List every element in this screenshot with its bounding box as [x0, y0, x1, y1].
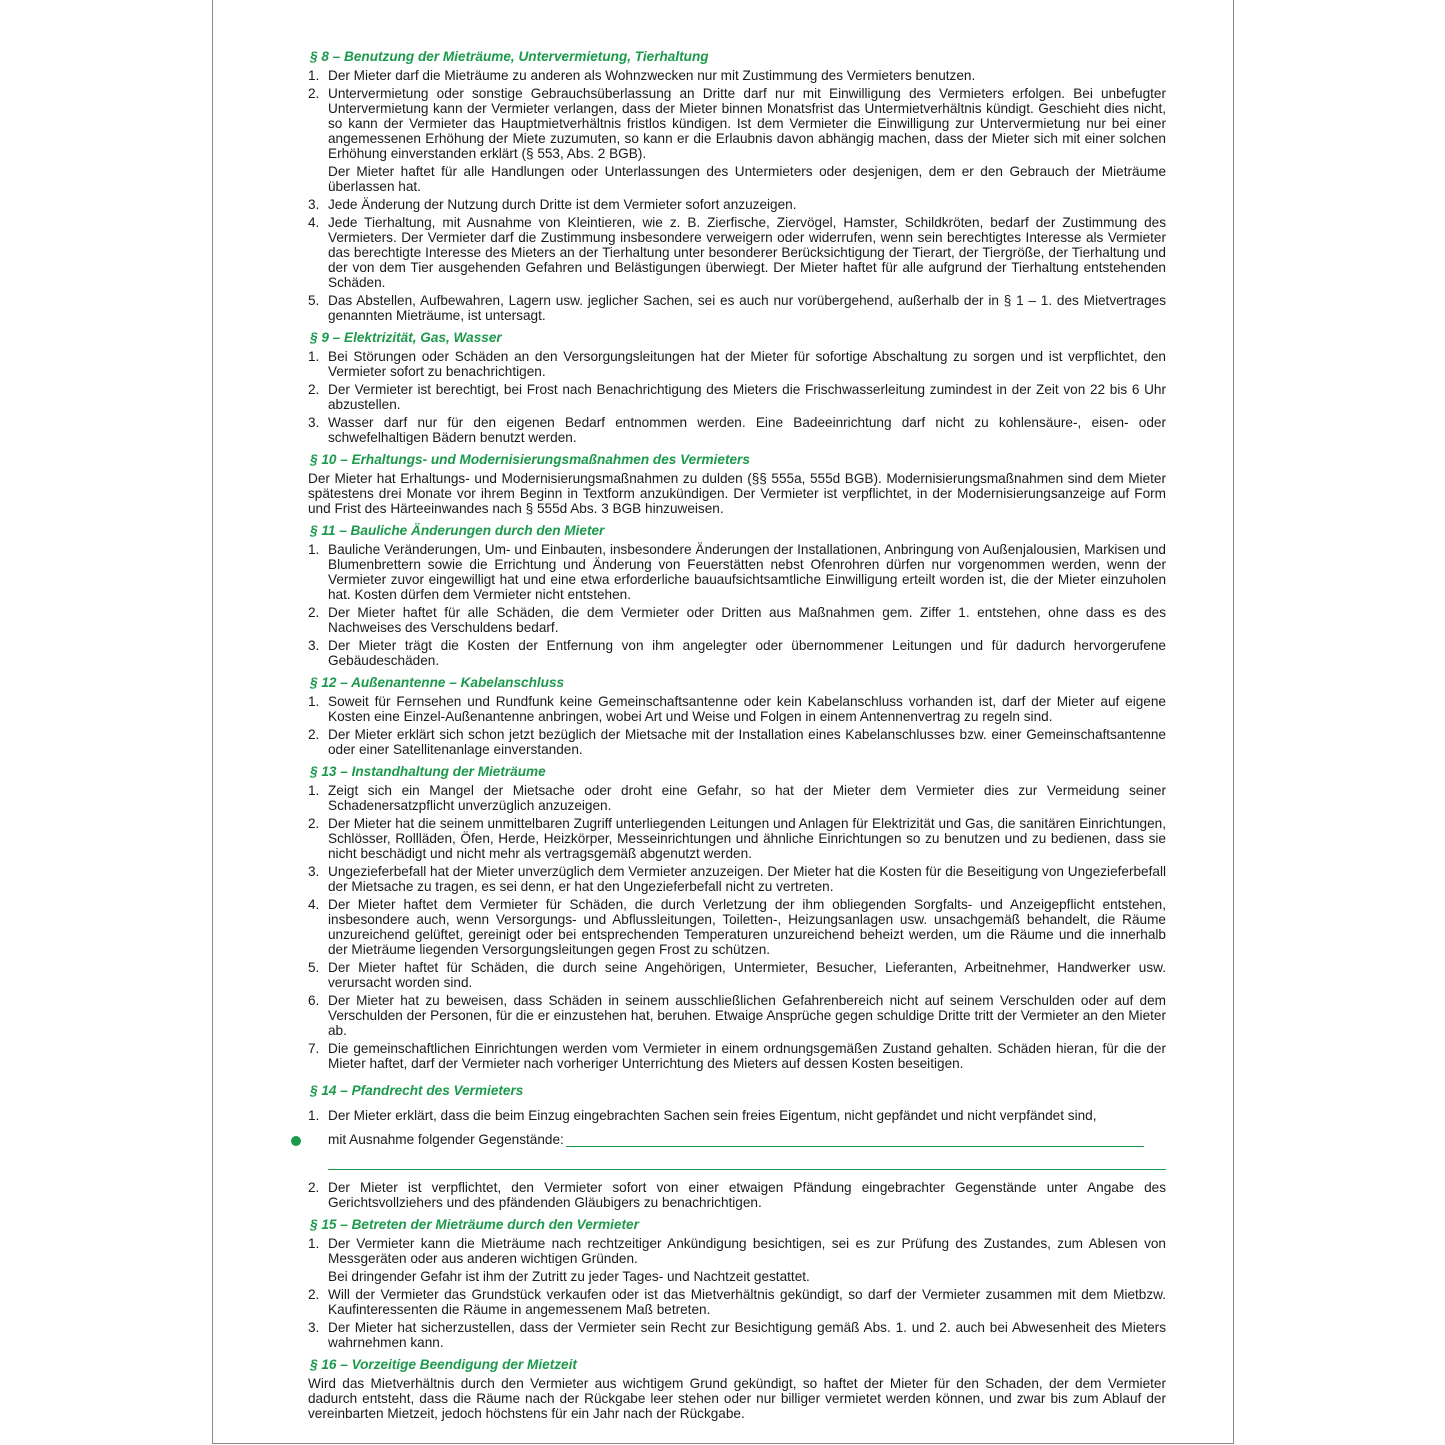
- list-item: 2. Der Mieter hat die seinem unmittelbaren Zugriff unterliegenden Leitungen und Anlagen für Elektrizität und Gas, die sanitären Einrichtungen, Schlösser, Rollläden, Öfen, Herde, Heizkörper, Messeinrichtungen und ähnliche Einrichtungen so zu benutzen und zu bedienen, dass sie nicht beschädigt und nicht mehr als vertragsgemäß abgenutzt werden.: [308, 816, 1166, 861]
- section-heading: § 16 – Vorzeitige Beendigung der Mietzeit: [310, 1357, 577, 1372]
- list-item: 1. Bauliche Veränderungen, Um- und Einbauten, insbesondere Änderungen der Installationen, Anbringung von Außenjalousien, Markisen und Blumenbrettern sowie die Errichtung und Änderung von Feuerstätten nebst Ofenrohren dürfen nur vorgenommen werden, wenn der Vermieter zuvor eingewilligt hat und eine etwa erforderliche bauaufsichtsamtliche Einwilligung erteilt worden ist, die der Mieter einzuholen hat. Kosten dürfen dem Vermieter nicht entstehen.: [308, 542, 1166, 602]
- list-item: 3. Der Mieter hat sicherzustellen, dass der Vermieter sein Recht zur Besichtigung gemäß Abs. 1. und 2. auch bei Abwesenheit des Mieters wahrnehmen kann.: [308, 1320, 1166, 1350]
- list-item: 3. Jede Änderung der Nutzung durch Dritte ist dem Vermieter sofort anzuzeigen.: [308, 197, 797, 212]
- section-heading: § 11 – Bauliche Änderungen durch den Mieter: [310, 523, 605, 538]
- list-item: 3. Ungezieferbefall hat der Mieter unverzüglich dem Vermieter anzuzeigen. Der Mieter hat die Kosten für die Beseitigung von Ungezieferbefall der Mietsache zu tragen, es sei denn, er hat den Ungezieferbefall nicht zu vertreten.: [308, 864, 1166, 894]
- section-heading: § 13 – Instandhaltung der Mieträume: [310, 764, 546, 779]
- list-item: 3. Der Mieter trägt die Kosten der Entfernung von ihm angelegter oder übernommener Leitungen und für dadurch hervorgerufene Gebäudeschäden.: [308, 638, 1166, 668]
- section-14: [308, 1083, 1166, 1210]
- section-15: [308, 1217, 1166, 1350]
- exceptions-field[interactable]: [328, 1132, 1166, 1147]
- section-9: [308, 330, 1166, 445]
- section-heading: § 14 – Pfandrecht des Vermieters: [310, 1083, 524, 1098]
- required-marker-icon: [291, 1136, 301, 1146]
- list-item: 2. Der Mieter ist verpflichtet, den Vermieter sofort von einer etwaigen Pfändung eingebrachter Gegenstände unter Angabe des Gerichtsvollziehers und des pfändenden Gläubigers zu benachrichtigen.: [308, 1180, 1166, 1210]
- list-item: 4. Der Mieter haftet dem Vermieter für Schäden, die durch Verletzung der ihm obliegenden Sorgfalts- und Anzeigepflicht entstehen, insbesondere auch, wenn Versorgungs- und Abflussleitungen, Toiletten-, Heizungsanlagen usw. unsachgemäß behandelt, die Räume unzureichend gelüftet, gereinigt oder bei entsprechenden Temperaturen unzureichend beheizt werden, um die Räume und die innerhalb der Mieträume liegenden Versorgungsleitungen gegen Frost zu schützen.: [308, 897, 1166, 957]
- list-item: 2. Der Vermieter ist berechtigt, bei Frost nach Benachrichtigung des Mieters die Frischwasserleitung zumindest in der Zeit von 22 bis 6 Uhr abzustellen.: [308, 382, 1166, 412]
- exceptions-input-line[interactable]: [566, 1134, 1144, 1147]
- list-item: 1. Der Mieter erklärt, dass die beim Einzug eingebrachten Sachen sein freies Eigentum, nicht gepfändet und nicht verpfändet sind, mit Ausnahme folgender Gegenstände:: [308, 1108, 1166, 1147]
- list-item: 5. Das Abstellen, Aufbewahren, Lagern usw. jeglicher Sachen, sei es auch nur vorübergehend, außerhalb der in § 1 – 1. des Mietvertrages genannten Mieträume, ist untersagt.: [308, 293, 1166, 323]
- list-item: 5. Der Mieter haftet für Schäden, die durch seine Angehörigen, Untermieter, Besucher, Lieferanten, Arbeitnehmer, Handwerker usw. verursacht worden sind.: [308, 960, 1166, 990]
- list-item: 1. Bei Störungen oder Schäden an den Versorgungsleitungen hat der Mieter für sofortige Abschaltung zu sorgen und ist verpflichtet, den Vermieter sofort zu benachrichtigen.: [308, 349, 1166, 379]
- section-8: [308, 49, 1166, 323]
- exceptions-input-line-2[interactable]: [328, 1169, 1166, 1170]
- section-heading: § 9 – Elektrizität, Gas, Wasser: [310, 330, 502, 345]
- section-heading: § 10 – Erhaltungs- und Modernisierungsmaßnahmen des Vermieters: [310, 452, 750, 467]
- contract-text: [308, 49, 1166, 1428]
- list-item: 1. Zeigt sich ein Mangel der Mietsache oder droht eine Gefahr, so hat der Mieter dem Vermieter dies zur Vermeidung seiner Schadenersatzpflicht unverzüglich anzuzeigen.: [308, 783, 1166, 813]
- section-heading: § 15 – Betreten der Mieträume durch den Vermieter: [310, 1217, 639, 1232]
- list-item: 2. Der Mieter erklärt sich schon jetzt bezüglich der Mietsache mit der Installation eines Kabelanschlusses bzw. einer Gemeinschaftsantenne oder einer Satellitenanlage einverstanden.: [308, 727, 1166, 757]
- exceptions-label: mit Ausnahme folgender Gegenstände:: [328, 1132, 564, 1147]
- list-item: 4. Jede Tierhaltung, mit Ausnahme von Kleintieren, wie z. B. Zierfische, Ziervögel, Hamster, Schildkröten, bedarf der Zustimmung des Vermieters. Der Vermieter darf die Zustimmung insbesondere verweigern oder widerrufen, wenn sein berechtigtes Interesse als Vermieter das berechtigte Interesse des Mieters an der Tierhaltung unter besonderer Berücksichtigung der Tierart, der Tiergröße, der Tierhaltung und der von dem Tier ausgehenden Gefahren und Belästigungen überwiegt. Der Mieter haftet für alle aufgrund der Tierhaltung entstehenden Schäden.: [308, 215, 1166, 290]
- section-11: [308, 523, 1166, 668]
- paragraph: Der Mieter hat Erhaltungs- und Modernisierungsmaßnahmen zu dulden (§§ 555a, 555d BGB). Modernisierungsmaßnahmen sind dem Mieter spätestens drei Monate vor ihrem Beginn in Textform anzukündigen. Der Vermieter ist verpflichtet, in der Modernisierungsanzeige auf Form und Frist des Härteeinwandes nach § 555d Abs. 3 BGB hinzuweisen.: [308, 471, 1166, 516]
- list-item: 2. Untervermietung oder sonstige Gebrauchsüberlassung an Dritte darf nur mit Einwilligung des Vermieters erfolgen. Bei unbefugter Untervermietung kann der Vermieter verlangen, dass der Mieter binnen Monatsfrist das Untermietverhältnis kündigt. Geschieht dies nicht, so kann der Vermieter das Hauptmietverhältnis fristlos kündigen. Ist dem Vermieter die Einwilligung zur Untervermietung nur bei einer angemessenen Erhöhung der Miete zuzumuten, so kann er die Erlaubnis davon abhängig machen, dass der Mieter sich mit einer solchen Erhöhung einverstanden erklärt (§ 553, Abs. 2 BGB). Der Mieter haftet für alle Handlungen oder Unterlassungen des Untermieters oder desjenigen, dem er den Gebrauch der Mieträume überlassen hat.: [308, 86, 1166, 194]
- section-heading: § 8 – Benutzung der Mieträume, Untervermietung, Tierhaltung: [310, 49, 709, 64]
- section-13: [308, 764, 1166, 1071]
- list-item: 2. Der Mieter haftet für alle Schäden, die dem Vermieter oder Dritten aus Maßnahmen gem. Ziffer 1. entstehen, ohne dass es des Nachweises des Verschuldens bedarf.: [308, 605, 1166, 635]
- list-item: 1. Der Vermieter kann die Mieträume nach rechtzeitiger Ankündigung besichtigen, sei es zur Prüfung des Zustandes, zum Ablesen von Messgeräten oder aus anderen wichtigen Gründen. Bei dringender Gefahr ist ihm der Zutritt zu jeder Tages- und Nachtzeit gestattet.: [308, 1236, 1166, 1284]
- list-item: 2. Will der Vermieter das Grundstück verkaufen oder ist das Mietverhältnis gekündigt, so darf der Vermieter zusammen mit dem Mietbzw. Kaufinteressenten die Räume in angemessenem Maß betreten.: [308, 1287, 1166, 1317]
- list-item: 1. Soweit für Fernsehen und Rundfunk keine Gemeinschaftsantenne oder kein Kabelanschluss vorhanden ist, darf der Mieter auf eigene Kosten eine Einzel-Außenantenne anbringen, wobei Art und Weise und Folgen in einem Antennenvertrag zu regeln sind.: [308, 694, 1166, 724]
- section-12: [308, 675, 1166, 757]
- list-item: 3. Wasser darf nur für den eigenen Bedarf entnommen werden. Eine Badeeinrichtung darf nicht zu kohlensäure-, eisen- oder schwefelhaltigen Bädern benutzt werden.: [308, 415, 1166, 445]
- list-item: 1. Der Mieter darf die Mieträume zu anderen als Wohnzwecken nur mit Zustimmung des Vermieters benutzen.: [308, 68, 976, 83]
- section-16: [308, 1357, 1166, 1421]
- list-item: 7. Die gemeinschaftlichen Einrichtungen werden vom Vermieter in einem ordnungsgemäßen Zustand gehalten. Schäden hieran, für die der Mieter haftet, darf der Vermieter nach vorheriger Unterrichtung des Mieters auf dessen Kosten beseitigen.: [308, 1041, 1166, 1071]
- section-heading: § 12 – Außenantenne – Kabelanschluss: [310, 675, 565, 690]
- paragraph: Wird das Mietverhältnis durch den Vermieter aus wichtigem Grund gekündigt, so haftet der Mieter für den Schaden, der dem Vermieter dadurch entsteht, dass die Räume nach der Rückgabe leer stehen oder nur billiger vermietet werden können, und zwar bis zum Ablauf der vereinbarten Mietzeit, jedoch höchstens für ein Jahr nach der Rückgabe.: [308, 1376, 1166, 1421]
- list-item: 6. Der Mieter hat zu beweisen, dass Schäden in seinem ausschließlichen Gefahrenbereich nicht auf seinem Verschulden oder auf dem Verschulden der Personen, für die er einzustehen hat, beruhen. Etwaige Ansprüche gegen schuldige Dritte tritt der Vermieter an den Mieter ab.: [308, 993, 1166, 1038]
- section-10: [308, 452, 1166, 516]
